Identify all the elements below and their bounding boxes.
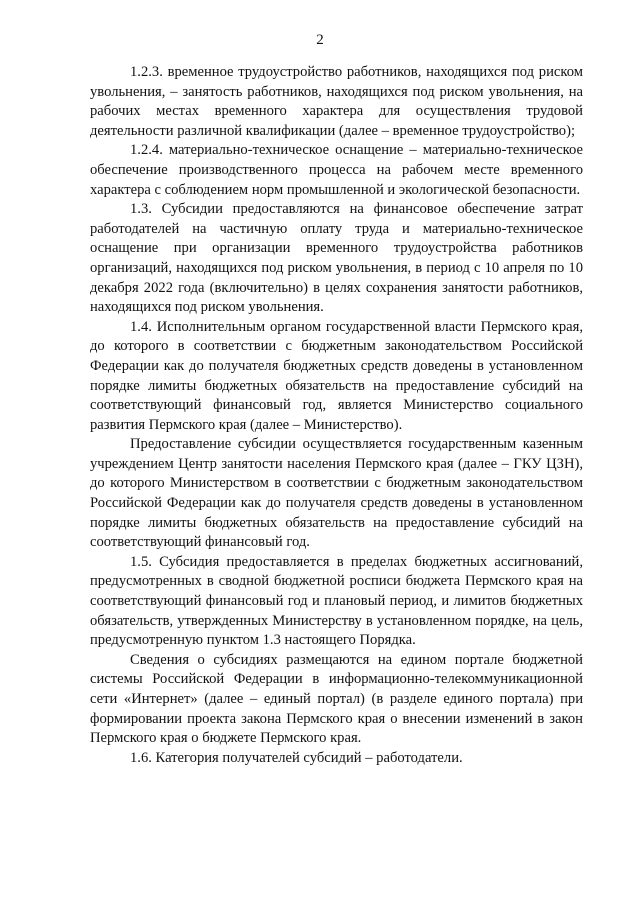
document-body xyxy=(90,63,583,768)
paragraph-1-4: 1.4. Исполнительным органом государственной власти Пермского края, до которого в соответствии с бюджетным законодательством Российской Федерации как до получателя бюджетных средств доведены в установленном порядке лимиты бюджетных обязательств на предоставление субсидий на соответствующий финансовый год, является Министерство социального развития Пермского края (далее – Министерство). xyxy=(90,318,583,433)
page-number: 2 xyxy=(316,32,324,48)
paragraph-1-3: 1.3. Субсидии предоставляются на финансовое обеспечение затрат работодателей на частичную оплату труда и материально-техническое оснащение при организации временного трудоустройства работников организаций, находящихся под риском увольнения, в период с 10 апреля по 10 декабря 2022 года (включительно) в целях сохранения занятости работников, находящихся под риском увольнения. xyxy=(90,201,583,316)
paragraph-subsidy-provision: Предоставление субсидии осуществляется государственным казенным учреждением Центр занятости населения Пермского края (далее – ГКУ ЦЗН), до которого Министерством в соответствии с бюджетным законодательством Российской Федерации как до получателя средств доведены в установленном порядке лимиты бюджетных обязательств на предоставление субсидий на соответствующий финансовый год. xyxy=(90,436,583,551)
paragraph-1-2-3: 1.2.3. временное трудоустройство работников, находящихся под риском увольнения, – занятость работников, находящихся под риском увольнения, на рабочих местах временного характера для осуществления трудовой деятельности различной квалификации (далее – временное трудоустройство); xyxy=(90,64,583,139)
paragraph-1-5: 1.5. Субсидия предоставляется в пределах бюджетных ассигнований, предусмотренных в сводной бюджетной росписи бюджета Пермского края на соответствующий финансовый год и плановый период, и лимитов бюджетных обязательств, утвержденных Министерству в установленном порядке, на цель, предусмотренную пунктом 1.3 настоящего Порядка. xyxy=(90,553,583,649)
paragraph-1-2-4: 1.2.4. материально-техническое оснащение – материально-техническое обеспечение производственного процесса на рабочем месте временного характера с соблюдением норм промышленной и экологической безопасности. xyxy=(90,142,583,198)
paragraph-1-6: 1.6. Категория получателей субсидий – работодатели. xyxy=(130,749,463,766)
paragraph-subsidy-information: Сведения о субсидиях размещаются на едином портале бюджетной системы Российской Федерации в информационно-телекоммуникационной сети «Интернет» (далее – единый портал) (в разделе единого портала) при формировании проекта закона Пермского края о внесении изменений в закон Пермского края о бюджете Пермского края. xyxy=(90,651,583,747)
